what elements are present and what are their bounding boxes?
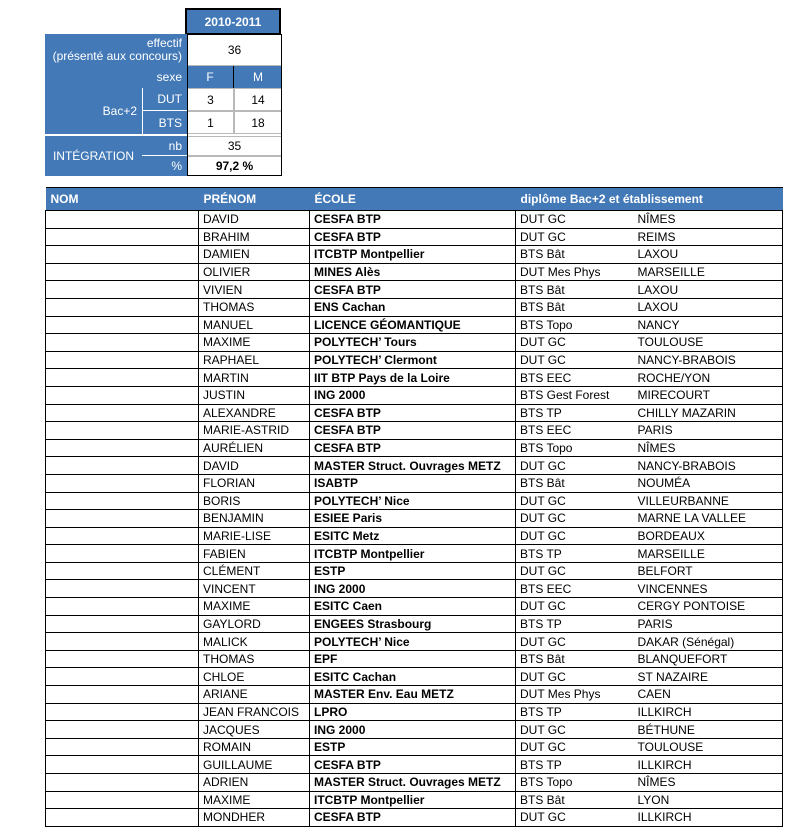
cell-diplome: DUT GC bbox=[516, 738, 634, 756]
year-header: 2010-2011 bbox=[185, 8, 281, 35]
cell-ecole: ING 2000 bbox=[310, 386, 516, 404]
cell-diplome: BTS TP bbox=[516, 756, 634, 774]
cell-ecole: ESTP bbox=[310, 738, 516, 756]
cell-nom bbox=[46, 562, 199, 580]
cell-ville: NANCY-BRABOIS bbox=[634, 351, 783, 369]
cell-ecole: ESITC Cachan bbox=[310, 668, 516, 686]
cell-prenom: AURÉLIEN bbox=[199, 439, 310, 457]
table-row bbox=[46, 650, 783, 668]
cell-prenom: ROMAIN bbox=[199, 738, 310, 756]
cell-prenom: BRAHIM bbox=[199, 228, 310, 246]
cell-prenom: JEAN FRANCOIS bbox=[199, 703, 310, 721]
table-row bbox=[46, 703, 783, 721]
cell-prenom: DAVID bbox=[199, 211, 310, 229]
cell-diplome: BTS TP bbox=[516, 615, 634, 633]
table-row bbox=[46, 334, 783, 352]
table-row bbox=[46, 510, 783, 528]
cell-ville: PARIS bbox=[634, 615, 783, 633]
cell-ecole: ITCBTP Montpellier bbox=[310, 791, 516, 809]
cell-ecole: MINES Alès bbox=[310, 263, 516, 281]
cell-nom bbox=[46, 633, 199, 651]
cell-prenom: OLIVIER bbox=[199, 263, 310, 281]
cell-ecole: IIT BTP Pays de la Loire bbox=[310, 369, 516, 387]
cell-nom bbox=[46, 598, 199, 616]
cell-ville: MARSEILLE bbox=[634, 263, 783, 281]
table-row bbox=[46, 598, 783, 616]
table-row bbox=[46, 281, 783, 299]
table-row bbox=[46, 298, 783, 316]
cell-nom bbox=[46, 686, 199, 704]
cell-prenom: FABIEN bbox=[199, 545, 310, 563]
cell-ville: NÎMES bbox=[634, 211, 783, 229]
header-ecole: ÉCOLE bbox=[310, 188, 516, 211]
cell-nom bbox=[46, 439, 199, 457]
cell-diplome: BTS Topo bbox=[516, 316, 634, 334]
cell-nom bbox=[46, 386, 199, 404]
cell-diplome: BTS Bât bbox=[516, 474, 634, 492]
table-row bbox=[46, 545, 783, 563]
cell-prenom: DAMIEN bbox=[199, 246, 310, 264]
cell-prenom: MARIE-ASTRID bbox=[199, 422, 310, 440]
cell-ecole: LICENCE GÉOMANTIQUE bbox=[310, 316, 516, 334]
cell-prenom: MONDHER bbox=[199, 809, 310, 827]
cell-ville: BÉTHUNE bbox=[634, 721, 783, 739]
cell-diplome: DUT GC bbox=[516, 334, 634, 352]
cell-prenom: VINCENT bbox=[199, 580, 310, 598]
cell-ecole: LPRO bbox=[310, 703, 516, 721]
cell-ville: NÎMES bbox=[634, 774, 783, 792]
sexe-f-header: F bbox=[187, 66, 234, 88]
cell-ville: MARNE LA VALLEE bbox=[634, 510, 783, 528]
cell-ecole: ESIEE Paris bbox=[310, 510, 516, 528]
table-row bbox=[46, 439, 783, 457]
cell-diplome: BTS Bât bbox=[516, 298, 634, 316]
header-nom: NOM bbox=[46, 188, 199, 211]
cell-nom bbox=[46, 650, 199, 668]
cell-ville: NOUMÉA bbox=[634, 474, 783, 492]
cell-ville: NANCY-BRABOIS bbox=[634, 457, 783, 475]
cell-ecole: POLYTECH’ Clermont bbox=[310, 351, 516, 369]
cell-prenom: THOMAS bbox=[199, 650, 310, 668]
cell-nom bbox=[46, 404, 199, 422]
table-row bbox=[46, 668, 783, 686]
cell-ville: BORDEAUX bbox=[634, 527, 783, 545]
cell-ecole: MASTER Env. Eau METZ bbox=[310, 686, 516, 704]
cell-prenom: DAVID bbox=[199, 457, 310, 475]
table-row bbox=[46, 474, 783, 492]
cell-prenom: GUILLAUME bbox=[199, 756, 310, 774]
table-row bbox=[46, 615, 783, 633]
cell-prenom: MAXIME bbox=[199, 334, 310, 352]
cell-diplome: DUT GC bbox=[516, 527, 634, 545]
cell-ecole: CESFA BTP bbox=[310, 809, 516, 827]
cell-nom bbox=[46, 580, 199, 598]
cell-diplome: BTS Gest Forest bbox=[516, 386, 634, 404]
header-diplome: diplôme Bac+2 et établissement bbox=[516, 188, 783, 211]
cell-ville: ILLKIRCH bbox=[634, 756, 783, 774]
cell-nom bbox=[46, 474, 199, 492]
cell-ecole: POLYTECH’ Tours bbox=[310, 334, 516, 352]
cell-ecole: MASTER Struct. Ouvrages METZ bbox=[310, 774, 516, 792]
cell-ville: MIRECOURT bbox=[634, 386, 783, 404]
table-row bbox=[46, 316, 783, 334]
cell-prenom: MAXIME bbox=[199, 598, 310, 616]
cell-ville: CAEN bbox=[634, 686, 783, 704]
nb-value: 35 bbox=[187, 136, 282, 156]
cell-prenom: MALICK bbox=[199, 633, 310, 651]
cell-ecole: CESFA BTP bbox=[310, 404, 516, 422]
cell-prenom: MARTIN bbox=[199, 369, 310, 387]
cell-prenom: JUSTIN bbox=[199, 386, 310, 404]
cell-nom bbox=[46, 211, 199, 229]
cell-ecole: ENS Cachan bbox=[310, 298, 516, 316]
table-row bbox=[46, 738, 783, 756]
cell-nom bbox=[46, 422, 199, 440]
cell-ville: DAKAR (Sénégal) bbox=[634, 633, 783, 651]
cell-ville: CHILLY MAZARIN bbox=[634, 404, 783, 422]
cell-diplome: BTS Bât bbox=[516, 281, 634, 299]
cell-nom bbox=[46, 246, 199, 264]
bac2-label: Bac+2 bbox=[45, 88, 142, 134]
table-row bbox=[46, 422, 783, 440]
table-row bbox=[46, 809, 783, 827]
cell-ville: VILLEURBANNE bbox=[634, 492, 783, 510]
cell-diplome: DUT GC bbox=[516, 633, 634, 651]
pct-value: 97,2 % bbox=[187, 156, 282, 176]
cell-prenom: MAXIME bbox=[199, 791, 310, 809]
cell-diplome: BTS Topo bbox=[516, 774, 634, 792]
cell-ville: REIMS bbox=[634, 228, 783, 246]
cell-nom bbox=[46, 756, 199, 774]
integration-label: INTÉGRATION bbox=[45, 136, 142, 176]
cell-prenom: MARIE-LISE bbox=[199, 527, 310, 545]
cell-diplome: DUT GC bbox=[516, 562, 634, 580]
cell-diplome: DUT GC bbox=[516, 668, 634, 686]
cell-prenom: CHLOE bbox=[199, 668, 310, 686]
cell-nom bbox=[46, 615, 199, 633]
students-table bbox=[45, 187, 783, 827]
cell-nom bbox=[46, 298, 199, 316]
cell-nom bbox=[46, 281, 199, 299]
cell-nom bbox=[46, 721, 199, 739]
table-row bbox=[46, 580, 783, 598]
cell-ville: PARIS bbox=[634, 422, 783, 440]
cell-ecole: ESTP bbox=[310, 562, 516, 580]
cell-diplome: BTS TP bbox=[516, 545, 634, 563]
cell-ville: ILLKIRCH bbox=[634, 703, 783, 721]
cell-ville: NANCY bbox=[634, 316, 783, 334]
cell-prenom: MANUEL bbox=[199, 316, 310, 334]
cell-nom bbox=[46, 703, 199, 721]
cell-nom bbox=[46, 738, 199, 756]
table-row bbox=[46, 457, 783, 475]
table-row bbox=[46, 351, 783, 369]
cell-diplome: DUT GC bbox=[516, 457, 634, 475]
cell-diplome: DUT Mes Phys bbox=[516, 686, 634, 704]
table-row bbox=[46, 791, 783, 809]
bts-m-value: 18 bbox=[234, 111, 282, 134]
cell-ville: BELFORT bbox=[634, 562, 783, 580]
cell-nom bbox=[46, 457, 199, 475]
dut-label: DUT bbox=[142, 88, 187, 111]
sexe-label: sexe bbox=[45, 66, 187, 88]
cell-diplome: DUT GC bbox=[516, 598, 634, 616]
cell-diplome: BTS TP bbox=[516, 703, 634, 721]
cell-diplome: DUT GC bbox=[516, 228, 634, 246]
cell-ecole: ING 2000 bbox=[310, 721, 516, 739]
table-row bbox=[46, 246, 783, 264]
cell-ecole: ESITC Metz bbox=[310, 527, 516, 545]
cell-ecole: POLYTECH’ Nice bbox=[310, 633, 516, 651]
cell-diplome: BTS EEC bbox=[516, 369, 634, 387]
cell-prenom: GAYLORD bbox=[199, 615, 310, 633]
cell-nom bbox=[46, 334, 199, 352]
table-row bbox=[46, 721, 783, 739]
cell-prenom: BORIS bbox=[199, 492, 310, 510]
cell-ville: ST NAZAIRE bbox=[634, 668, 783, 686]
table-row bbox=[46, 386, 783, 404]
cell-prenom: BENJAMIN bbox=[199, 510, 310, 528]
cell-ville: TOULOUSE bbox=[634, 334, 783, 352]
cell-diplome: BTS Bât bbox=[516, 791, 634, 809]
header-prenom: PRÉNOM bbox=[199, 188, 310, 211]
table-row bbox=[46, 369, 783, 387]
cell-ecole: ITCBTP Montpellier bbox=[310, 246, 516, 264]
pct-label: % bbox=[142, 156, 187, 176]
cell-ville: MARSEILLE bbox=[634, 545, 783, 563]
cell-nom bbox=[46, 791, 199, 809]
cell-diplome: DUT GC bbox=[516, 211, 634, 229]
cell-diplome: BTS EEC bbox=[516, 422, 634, 440]
cell-nom bbox=[46, 527, 199, 545]
cell-diplome: DUT GC bbox=[516, 721, 634, 739]
cell-prenom: VIVIEN bbox=[199, 281, 310, 299]
cell-ecole: CESFA BTP bbox=[310, 228, 516, 246]
table-row bbox=[46, 774, 783, 792]
cell-ecole: POLYTECH’ Nice bbox=[310, 492, 516, 510]
cell-ville: TOULOUSE bbox=[634, 738, 783, 756]
student-rows bbox=[46, 211, 783, 827]
table-row bbox=[46, 263, 783, 281]
cell-ville: ROCHE/YON bbox=[634, 369, 783, 387]
cell-ville: ILLKIRCH bbox=[634, 809, 783, 827]
table-header-row bbox=[46, 188, 783, 211]
table-row bbox=[46, 211, 783, 229]
cell-diplome: DUT GC bbox=[516, 510, 634, 528]
cell-prenom: ALEXANDRE bbox=[199, 404, 310, 422]
effectif-value: 36 bbox=[187, 34, 282, 66]
table-row bbox=[46, 228, 783, 246]
table-row bbox=[46, 633, 783, 651]
cell-nom bbox=[46, 369, 199, 387]
cell-prenom: CLÉMENT bbox=[199, 562, 310, 580]
cell-ville: VINCENNES bbox=[634, 580, 783, 598]
cell-diplome: DUT GC bbox=[516, 809, 634, 827]
cell-nom bbox=[46, 809, 199, 827]
cell-diplome: BTS Topo bbox=[516, 439, 634, 457]
cell-prenom: RAPHAEL bbox=[199, 351, 310, 369]
cell-diplome: BTS EEC bbox=[516, 580, 634, 598]
dut-f-value: 3 bbox=[187, 88, 234, 111]
cell-diplome: BTS TP bbox=[516, 404, 634, 422]
cell-ecole: ENGEES Strasbourg bbox=[310, 615, 516, 633]
effectif-label bbox=[45, 34, 187, 66]
cell-ville: LAXOU bbox=[634, 246, 783, 264]
cell-nom bbox=[46, 774, 199, 792]
cell-ville: BLANQUEFORT bbox=[634, 650, 783, 668]
dut-m-value: 14 bbox=[234, 88, 282, 111]
cell-diplome: DUT GC bbox=[516, 492, 634, 510]
cell-ecole: CESFA BTP bbox=[310, 211, 516, 229]
cell-ecole: ESITC Caen bbox=[310, 598, 516, 616]
cell-ecole: CESFA BTP bbox=[310, 756, 516, 774]
cell-nom bbox=[46, 492, 199, 510]
table-row bbox=[46, 686, 783, 704]
effectif-label-text: effectif (présenté aux concours) bbox=[52, 36, 182, 63]
cell-ville: LAXOU bbox=[634, 298, 783, 316]
cell-nom bbox=[46, 351, 199, 369]
cell-nom bbox=[46, 228, 199, 246]
cell-prenom: ADRIEN bbox=[199, 774, 310, 792]
cell-ecole: CESFA BTP bbox=[310, 422, 516, 440]
table-row bbox=[46, 527, 783, 545]
table-row bbox=[46, 562, 783, 580]
cell-nom bbox=[46, 545, 199, 563]
cell-ecole: ITCBTP Montpellier bbox=[310, 545, 516, 563]
bts-label: BTS bbox=[142, 111, 187, 134]
cell-prenom: ARIANE bbox=[199, 686, 310, 704]
nb-label: nb bbox=[142, 136, 187, 156]
cell-ecole: ING 2000 bbox=[310, 580, 516, 598]
cell-ecole: CESFA BTP bbox=[310, 439, 516, 457]
sexe-m-header: M bbox=[234, 66, 282, 88]
bts-f-value: 1 bbox=[187, 111, 234, 134]
cell-nom bbox=[46, 510, 199, 528]
table-row bbox=[46, 756, 783, 774]
cell-diplome: BTS Bât bbox=[516, 650, 634, 668]
table-row bbox=[46, 404, 783, 422]
cell-ecole: MASTER Struct. Ouvrages METZ bbox=[310, 457, 516, 475]
cell-ecole: ISABTP bbox=[310, 474, 516, 492]
cell-nom bbox=[46, 668, 199, 686]
cell-prenom: THOMAS bbox=[199, 298, 310, 316]
cell-ville: NÎMES bbox=[634, 439, 783, 457]
cell-ville: LAXOU bbox=[634, 281, 783, 299]
cell-ville: LYON bbox=[634, 791, 783, 809]
cell-ecole: CESFA BTP bbox=[310, 281, 516, 299]
summary-table bbox=[45, 8, 281, 175]
cell-diplome: DUT Mes Phys bbox=[516, 263, 634, 281]
cell-nom bbox=[46, 316, 199, 334]
table-row bbox=[46, 492, 783, 510]
cell-prenom: FLORIAN bbox=[199, 474, 310, 492]
cell-ville: CERGY PONTOISE bbox=[634, 598, 783, 616]
cell-diplome: BTS Bât bbox=[516, 246, 634, 264]
cell-nom bbox=[46, 263, 199, 281]
cell-prenom: JACQUES bbox=[199, 721, 310, 739]
cell-diplome: DUT GC bbox=[516, 351, 634, 369]
cell-ecole: EPF bbox=[310, 650, 516, 668]
